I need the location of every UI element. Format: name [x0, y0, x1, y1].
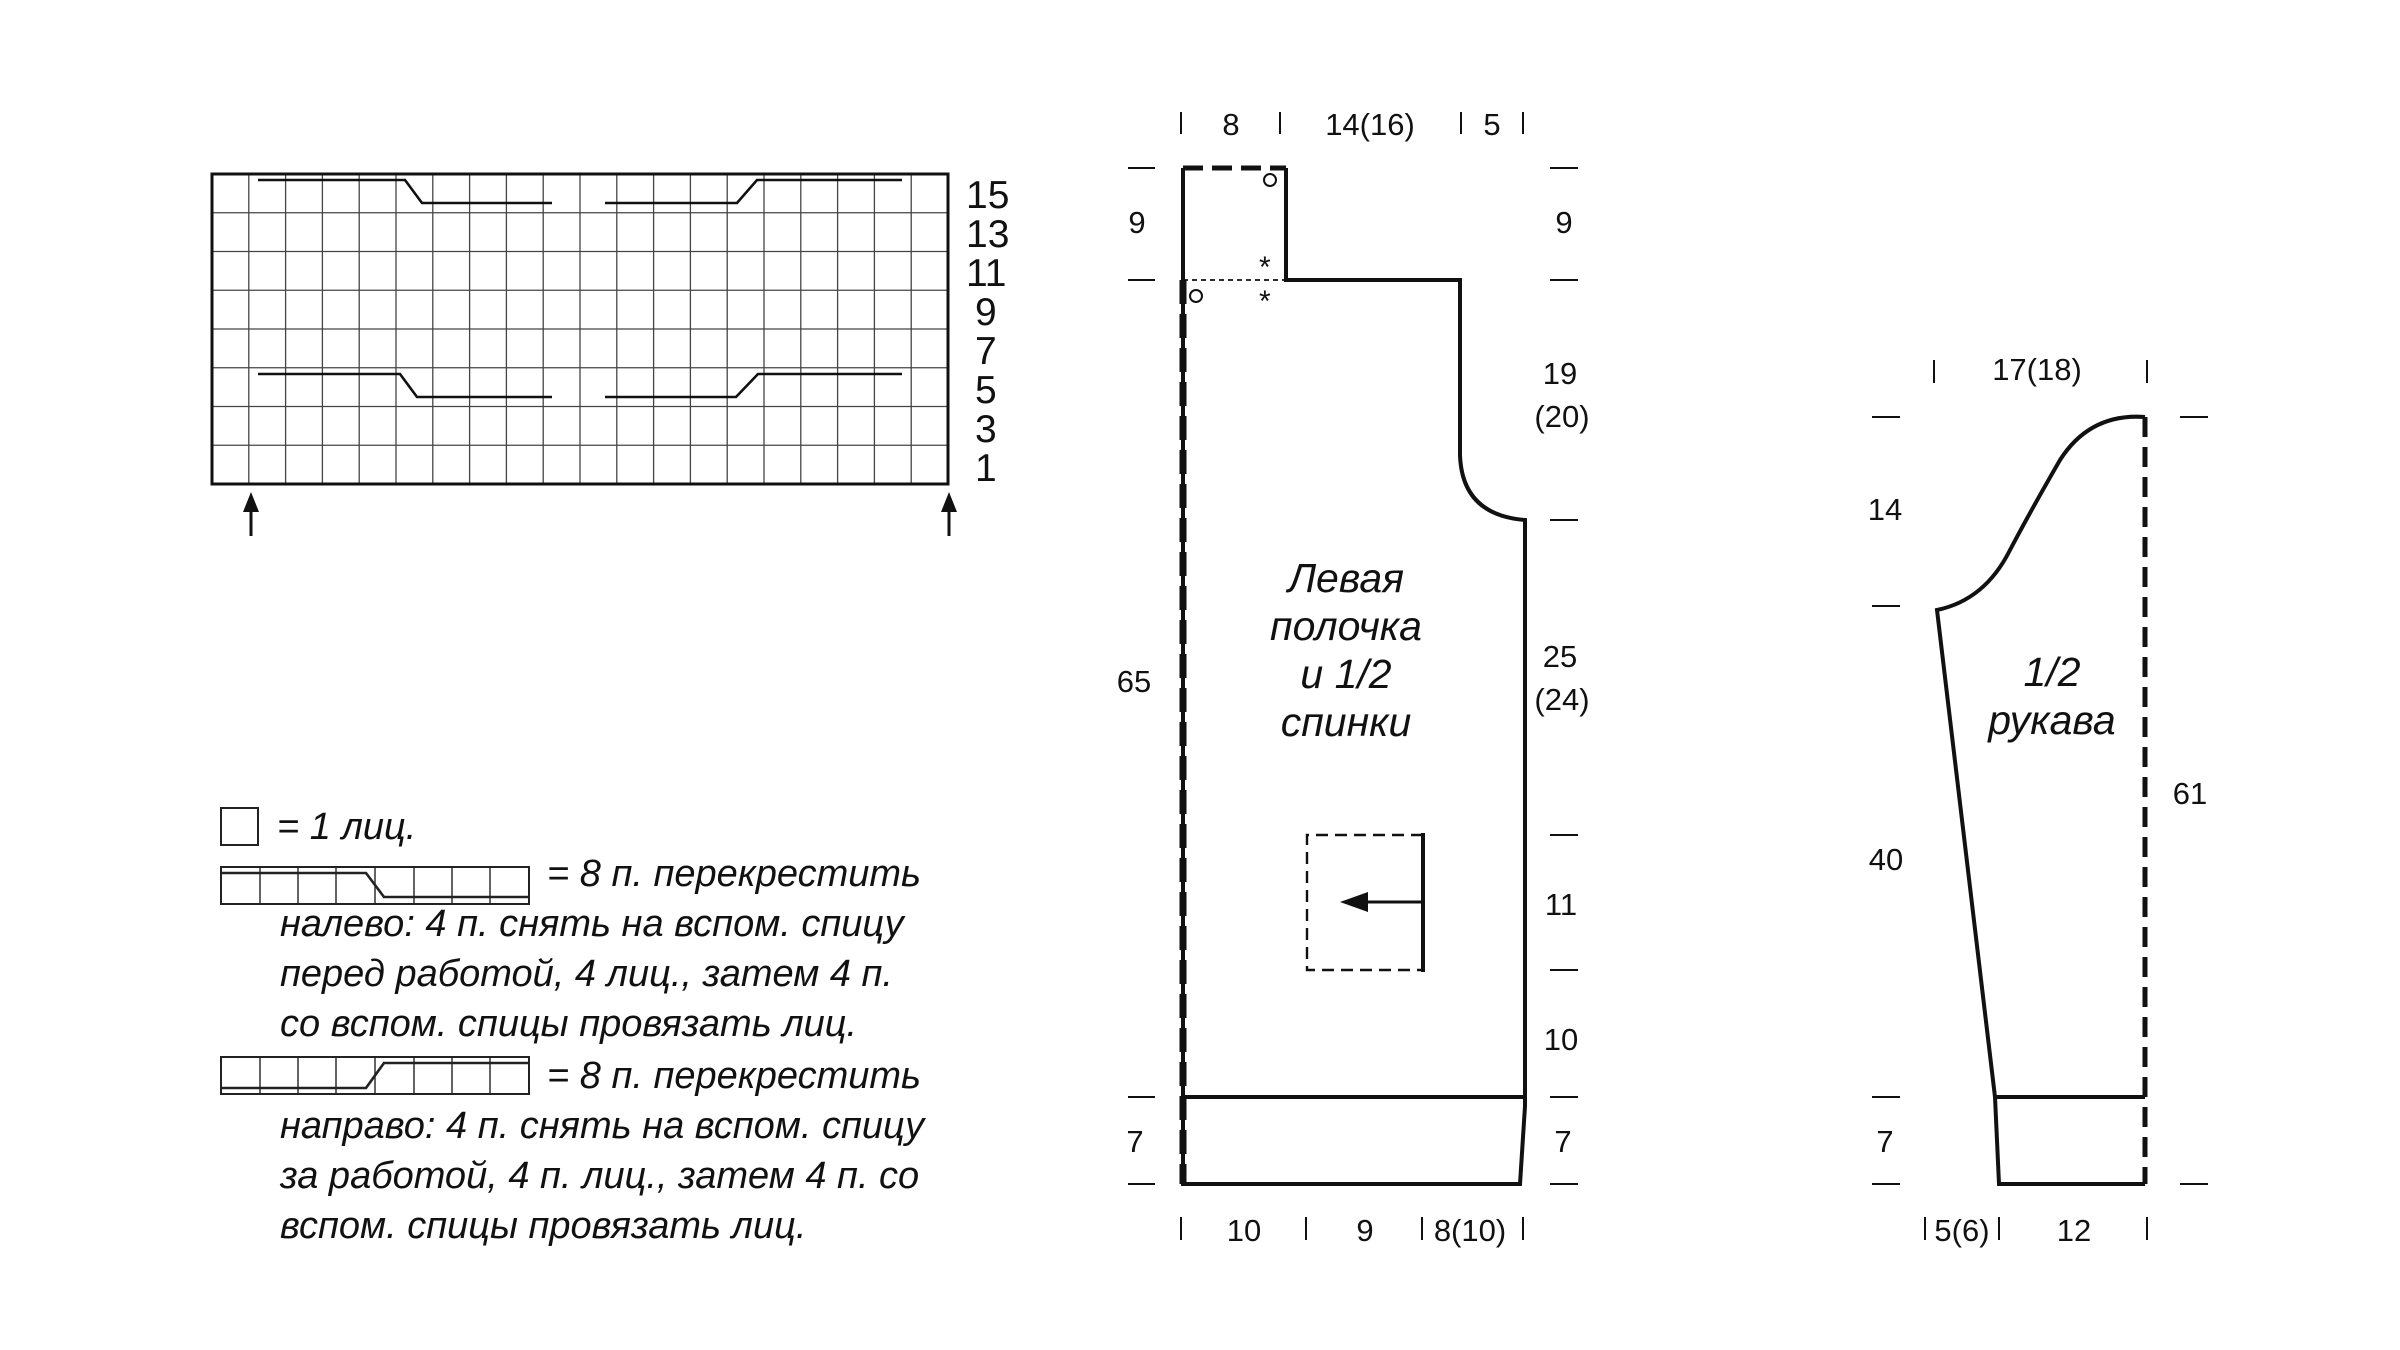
front-dim-bottom-1: 10 — [1226, 1213, 1262, 1248]
legend-cross-right-line-2: направо: 4 п. снять на вспом. спицу — [280, 1105, 925, 1147]
row-number-13: 13 — [966, 213, 1010, 256]
sleeve-title — [1986, 649, 2115, 743]
front-title-line-3: и 1/2 — [1300, 651, 1392, 697]
repeat-arrow-left — [243, 492, 259, 536]
row-number-15: 15 — [966, 174, 1010, 217]
legend-cross-left-line-1: = 8 п. перекрестить — [547, 853, 921, 895]
sleeve-dim-length: 40 — [1868, 842, 1904, 877]
front-dim-left-bottom: 7 — [1126, 1124, 1144, 1159]
front-dim-right-low: 10 — [1543, 1022, 1579, 1057]
cable-cross-right-bottom-1 — [605, 374, 902, 397]
legend-cross-left-line-2: налево: 4 п. снять на вспом. спицу — [280, 903, 904, 945]
sleeve-dim-top: 17(18) — [1992, 352, 2082, 387]
legend-cross-left-line-4: со вспом. спицы провязать лиц. — [280, 1003, 858, 1045]
front-piece-title — [1270, 555, 1422, 745]
front-dim-right-pocket: 11 — [1544, 887, 1578, 922]
front-dim-left-top: 9 — [1128, 205, 1146, 240]
cable-cross-left-bottom-1 — [258, 374, 552, 397]
legend-cross-left-line-3: перед работой, 4 лиц., затем 4 п. — [280, 953, 893, 995]
front-title-line-4: спинки — [1280, 699, 1412, 745]
chart-grid — [212, 174, 948, 484]
row-number-1: 1 — [975, 447, 997, 490]
chart-row-numbers — [966, 174, 1009, 490]
row-number-7: 7 — [975, 330, 997, 373]
repeat-arrow-right — [941, 492, 957, 536]
pocket — [1307, 833, 1423, 972]
sleeve-piece — [1868, 352, 2208, 1248]
marker-circle-top — [1264, 174, 1276, 186]
front-dim-right-mid-1: 25 — [1542, 639, 1578, 674]
front-dim-right-mid-2: (24) — [1534, 682, 1590, 717]
legend-cross-right-symbol — [221, 1057, 529, 1094]
marker-circle-bottom — [1190, 290, 1202, 302]
front-title-line-1: Левая — [1287, 555, 1405, 601]
legend-square-text: = 1 лиц. — [277, 806, 417, 848]
cable-cross-right-top-1 — [605, 180, 902, 203]
front-dim-right-top: 9 — [1555, 205, 1573, 240]
front-dim-right-armhole-2: (20) — [1534, 399, 1590, 434]
legend-cross-left-symbol — [221, 867, 529, 904]
front-dim-left-total: 65 — [1116, 664, 1152, 699]
marker-star-top: * — [1259, 251, 1271, 284]
legend-square-symbol — [221, 808, 258, 845]
sleeve-outline — [1937, 417, 2145, 1184]
cable-cross-left-top-1 — [258, 180, 552, 203]
front-piece — [1117, 107, 1590, 1248]
sleeve-dim-total: 61 — [2172, 776, 2208, 811]
front-dim-top-3: 5 — [1483, 107, 1501, 142]
row-number-3: 3 — [975, 408, 997, 451]
front-title-line-2: полочка — [1270, 603, 1422, 649]
front-dim-right-armhole-1: 19 — [1542, 356, 1578, 391]
legend-cross-right-line-1: = 8 п. перекрестить — [547, 1055, 921, 1097]
legend-cross-right-line-4: вспом. спицы провязать лиц. — [280, 1205, 807, 1247]
stitch-chart — [212, 174, 1009, 536]
sleeve-dim-bottom-1: 5(6) — [1934, 1213, 1990, 1248]
front-dim-bottom-2: 9 — [1356, 1213, 1374, 1248]
sleeve-title-line-2: рукава — [1988, 697, 2116, 743]
front-dim-top-2: 14(16) — [1325, 107, 1415, 142]
legend-cross-right-line-3: за работой, 4 п. лиц., затем 4 п. со — [280, 1155, 920, 1197]
front-dim-right-bottom: 7 — [1554, 1124, 1572, 1159]
row-number-5: 5 — [975, 369, 997, 412]
front-dim-bottom-3: 8(10) — [1433, 1213, 1507, 1248]
row-number-11: 11 — [966, 252, 1007, 295]
sleeve-dim-cap: 14 — [1867, 492, 1903, 527]
legend — [221, 806, 926, 1247]
pocket-arrow-head — [1340, 892, 1368, 912]
sleeve-dim-bottom-2: 12 — [2056, 1213, 2092, 1248]
front-dim-top-1: 8 — [1222, 107, 1240, 142]
row-number-9: 9 — [975, 291, 997, 334]
sleeve-title-line-1: 1/2 — [2023, 649, 2081, 695]
sleeve-dim-cuff: 7 — [1876, 1124, 1894, 1159]
marker-star-bottom: * — [1259, 285, 1271, 318]
